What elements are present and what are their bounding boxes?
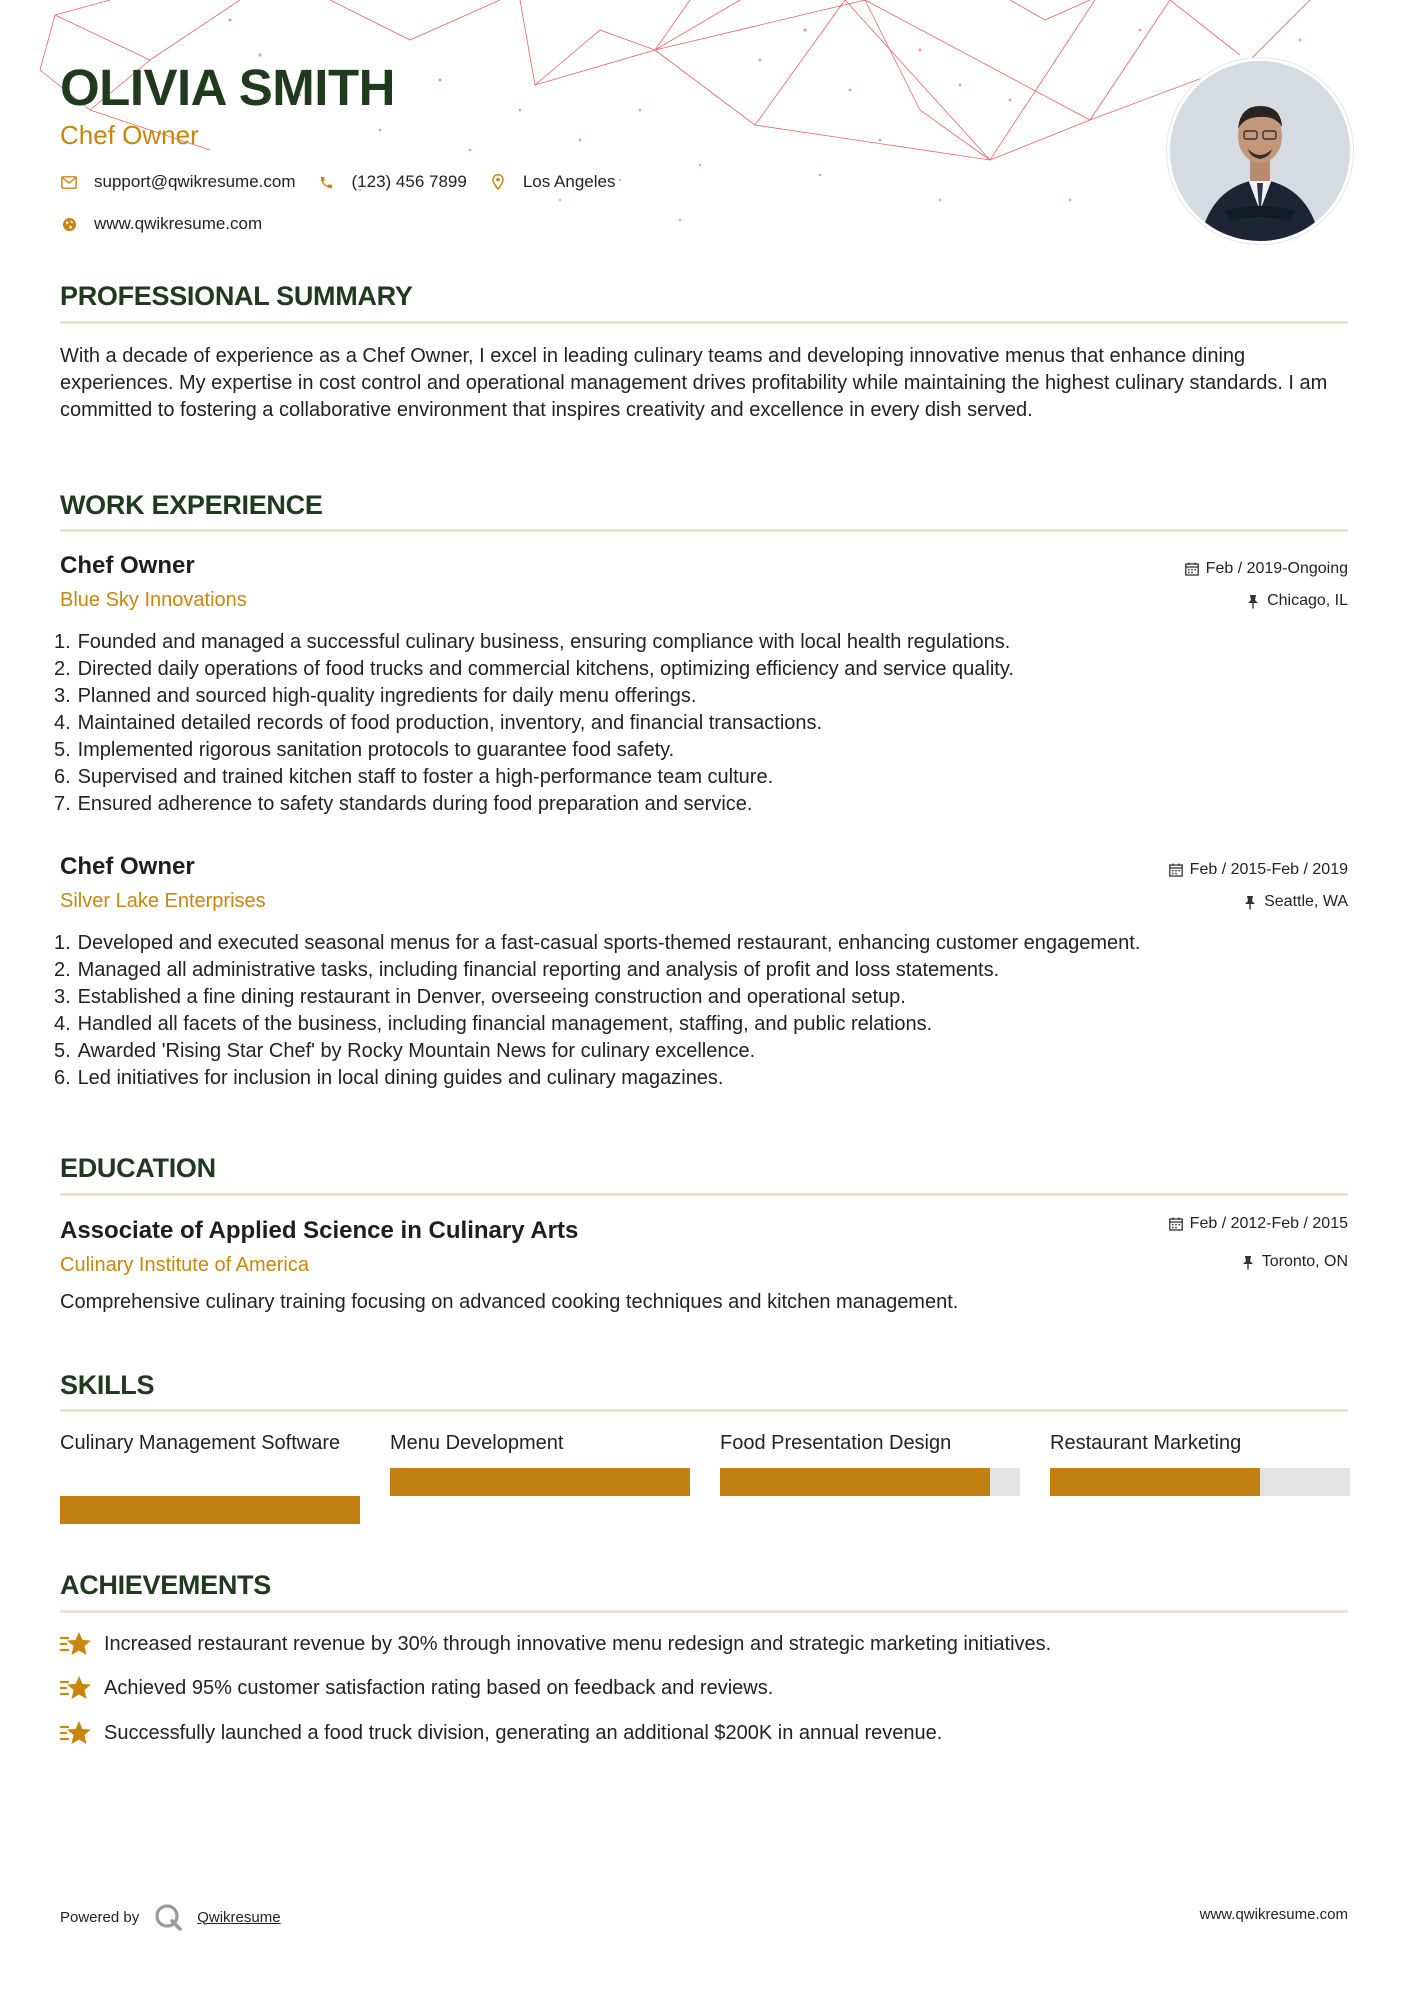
job-2-location-text: Seattle, WA xyxy=(1264,893,1348,910)
job-2-duties-list xyxy=(54,930,1344,1092)
contact-location xyxy=(489,172,616,192)
list-item: 4. Handled all facets of the business, including financial management, staffing, and public relations. xyxy=(54,1013,933,1035)
education-degree: Associate of Applied Science in Culinary Arts xyxy=(60,1217,579,1244)
contact-email[interactable] xyxy=(60,172,296,192)
pushpin-icon xyxy=(1242,894,1258,910)
summary-heading: PROFESSIONAL SUMMARY xyxy=(60,281,413,311)
job-2-dates xyxy=(1168,861,1348,879)
achievement-item xyxy=(60,1673,773,1703)
contact-website-text: www.qwikresume.com xyxy=(94,214,263,233)
list-item: 6. Supervised and trained kitchen staff to foster a high-performance team culture. xyxy=(54,766,774,788)
list-item: 1. Developed and executed seasonal menus for a fast-casual sports-themed restaurant, enhancing customer engagement. xyxy=(54,932,1141,954)
candidate-name: OLIVIA SMITH xyxy=(60,59,395,116)
globe-icon xyxy=(60,215,78,233)
skill-name: Culinary Management Software xyxy=(60,1432,341,1454)
achievements-heading: ACHIEVEMENTS xyxy=(60,1570,271,1600)
contact-phone-text: (123) 456 7899 xyxy=(351,172,467,191)
list-item: 5. Implemented rigorous sanitation protocols to guarantee food safety. xyxy=(54,739,675,761)
calendar-icon xyxy=(1184,561,1200,577)
contact-row-primary xyxy=(60,172,637,192)
skill-level-fill xyxy=(60,1496,360,1524)
job-1-title: Chef Owner xyxy=(60,552,195,579)
job-1-location-text: Chicago, IL xyxy=(1267,592,1348,609)
powered-by-label: Powered by xyxy=(60,1908,140,1926)
education-dates xyxy=(1168,1215,1348,1233)
education-divider xyxy=(60,1193,1348,1196)
achievement-text: Successfully launched a food truck division, generating an additional $200K in annual revenue. xyxy=(104,1721,943,1744)
education-school: Culinary Institute of America xyxy=(60,1254,309,1276)
skill-name: Menu Development xyxy=(390,1432,564,1454)
job-1-company: Blue Sky Innovations xyxy=(60,589,247,611)
list-item: 5. Awarded 'Rising Star Chef' by Rocky Mountain News for culinary excellence. xyxy=(54,1040,756,1062)
pushpin-icon xyxy=(1240,1254,1256,1270)
skill-item xyxy=(1050,1430,1350,1457)
skill-name: Restaurant Marketing xyxy=(1050,1432,1242,1454)
skills-divider xyxy=(60,1409,1348,1412)
skill-level-bar xyxy=(60,1496,360,1524)
summary-text: With a decade of experience as a Chef Owner, I excel in leading culinary teams and developing innovative menus that enhance dining experiences. My expertise in cost control and operational management drives profitability while maintaining the highest culinary standards. I am committed to fostering a collaborative environment that inspires creativity and excellence in every dish served. xyxy=(60,345,1328,421)
qwikresume-logo-icon xyxy=(153,1902,183,1932)
skill-level-fill xyxy=(1050,1468,1260,1496)
list-item: 7. Ensured adherence to safety standards during food preparation and service. xyxy=(54,793,753,815)
list-item: 2. Managed all administrative tasks, including financial reporting and analysis of profit and loss statements. xyxy=(54,959,1000,981)
job-2-location xyxy=(1242,893,1348,911)
phone-icon xyxy=(318,173,336,191)
brand-link[interactable]: Qwikresume xyxy=(197,1908,281,1926)
summary-divider xyxy=(60,321,1348,324)
contact-location-text: Los Angeles xyxy=(522,172,616,191)
education-location-text: Toronto, ON xyxy=(1261,1253,1348,1270)
skill-level-bar xyxy=(1050,1468,1350,1496)
job-2-company: Silver Lake Enterprises xyxy=(60,890,266,912)
achievements-divider xyxy=(60,1610,1348,1613)
skill-level-fill xyxy=(390,1468,690,1496)
list-item: 1. Founded and managed a successful culinary business, ensuring compliance with local health regulations. xyxy=(54,631,1011,653)
skill-item xyxy=(60,1430,360,1457)
achievement-text: Increased restaurant revenue by 30% through innovative menu redesign and strategic marketing initiatives. xyxy=(104,1632,1052,1655)
star-icon xyxy=(60,1629,92,1659)
job-1-location xyxy=(1245,592,1348,610)
contact-website[interactable] xyxy=(60,214,262,234)
star-icon xyxy=(60,1718,92,1748)
skill-level-bar xyxy=(720,1468,1020,1496)
skill-name: Food Presentation Design xyxy=(720,1432,952,1454)
skill-item xyxy=(390,1430,690,1457)
experience-divider xyxy=(60,529,1348,532)
list-item: 3. Planned and sourced high-quality ingredients for daily menu offerings. xyxy=(54,685,697,707)
education-heading: EDUCATION xyxy=(60,1153,216,1183)
skills-heading: SKILLS xyxy=(60,1370,155,1400)
map-pin-icon xyxy=(489,173,507,191)
contact-email-text: support@qwikresume.com xyxy=(94,172,296,191)
profile-photo xyxy=(1167,58,1353,244)
contact-phone[interactable] xyxy=(318,172,467,192)
calendar-icon xyxy=(1168,1216,1184,1232)
footer-powered-by xyxy=(60,1902,281,1932)
list-item: 3. Established a fine dining restaurant in Denver, overseeing construction and operational setup. xyxy=(54,986,906,1008)
envelope-icon xyxy=(60,173,78,191)
candidate-title: Chef Owner xyxy=(60,120,199,150)
job-1-dates xyxy=(1184,560,1348,578)
pushpin-icon xyxy=(1245,593,1261,609)
achievement-item xyxy=(60,1629,1051,1659)
footer-website[interactable]: www.qwikresume.com xyxy=(1199,1906,1348,1923)
job-2-dates-text: Feb / 2015-Feb / 2019 xyxy=(1189,861,1348,878)
job-2-title: Chef Owner xyxy=(60,853,195,880)
education-dates-text: Feb / 2012-Feb / 2015 xyxy=(1189,1215,1348,1232)
contact-row-secondary xyxy=(60,214,284,234)
achievement-text: Achieved 95% customer satisfaction rating based on feedback and reviews. xyxy=(104,1676,774,1699)
calendar-icon xyxy=(1168,862,1184,878)
job-1-dates-text: Feb / 2019-Ongoing xyxy=(1205,560,1348,577)
skill-level-bar xyxy=(390,1468,690,1496)
list-item: 4. Maintained detailed records of food production, inventory, and financial transactions. xyxy=(54,712,823,734)
skill-item xyxy=(720,1430,1020,1457)
skill-level-fill xyxy=(720,1468,990,1496)
achievement-item xyxy=(60,1718,942,1748)
job-1-duties-list xyxy=(54,629,1344,818)
list-item: 6. Led initiatives for inclusion in local dining guides and culinary magazines. xyxy=(54,1067,724,1089)
list-item: 2. Directed daily operations of food trucks and commercial kitchens, optimizing efficiency and service quality. xyxy=(54,658,1014,680)
star-icon xyxy=(60,1673,92,1703)
education-description: Comprehensive culinary training focusing on advanced cooking techniques and kitchen management. xyxy=(60,1291,959,1313)
experience-heading: WORK EXPERIENCE xyxy=(60,490,323,520)
education-location xyxy=(1240,1253,1348,1271)
